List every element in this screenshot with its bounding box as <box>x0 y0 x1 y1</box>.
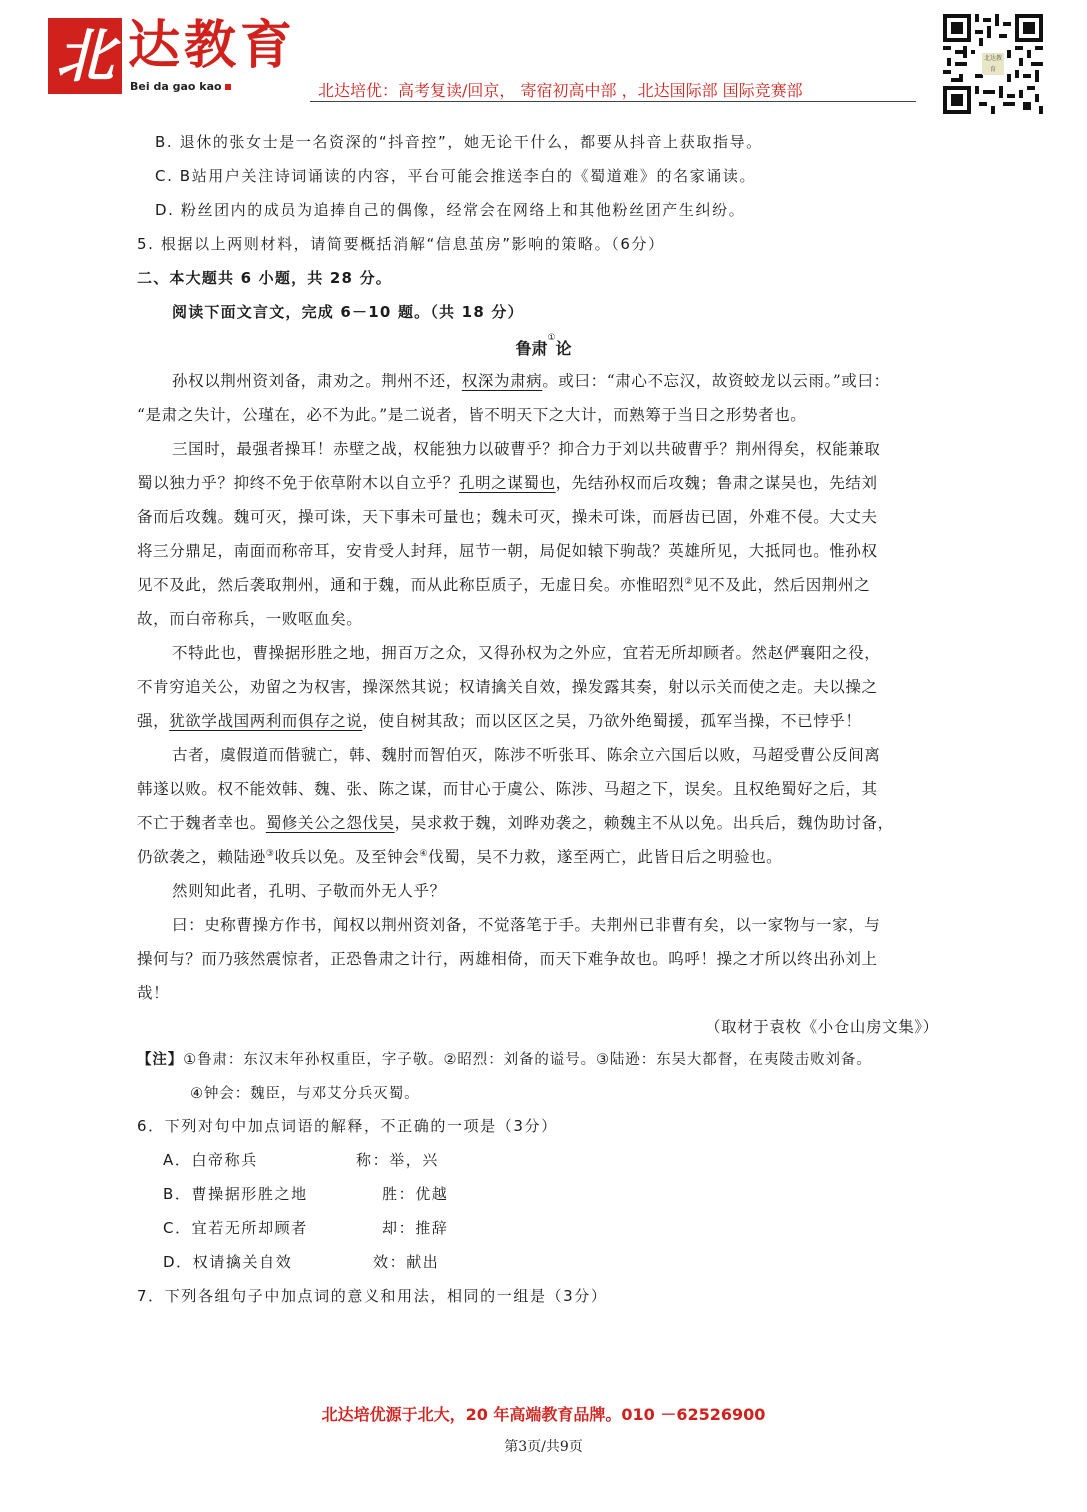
passage-line: 见不及此，然后袭取荆州，通和于魏，而从此称臣质子，无虚日矣。亦惟昭烈②见不及此，然后因荆州之 <box>137 576 871 594</box>
passage-line: 故，而白帝称兵，一败呕血矣。 <box>137 610 363 628</box>
passage-line: 孙权以荆州资刘备，肃劝之。荆州不还，权深为肃病。或曰：“肃心不忘汉，故资蛟龙以云雨。”或曰： <box>172 372 890 390</box>
qr-center-badge: 北达教育 <box>983 55 1002 73</box>
question-5: 5. 根据以上两则材料，请简要概括消解“信息茧房”影响的策略。（6分） <box>137 235 665 253</box>
passage-line: 哉！ <box>137 984 170 1002</box>
underlined-phrase: 蜀修关公之怨伐吴 <box>265 814 395 832</box>
qr-code-icon <box>943 14 1043 114</box>
passage-line: 三国时，最强者操耳！赤壁之战，权能独力以破曹乎？抑合力于刘以共破曹乎？荆州得矣，权能兼取 <box>172 440 881 458</box>
header-slogan: 北达培优：高考复读/回京， 寄宿初高中部 ，北达国际部 国际竞赛部 <box>318 81 803 100</box>
passage-line: 不特此也，曹操据形胜之地，拥百万之众，又得孙权为之外应，宜若无所却顾者。然赵俨襄阳之役， <box>172 644 881 662</box>
passage-line: 不肯穷追关公，劝留之为权害，操深然其说；权请擒关自效，操发露其奏，射以示关而使之走。夫以操之 <box>137 678 878 696</box>
question-7: 7．下列各组句子中加点词的意义和用法，相同的一组是（3分） <box>137 1287 608 1305</box>
passage-line: “是肃之失计，公瑾在，必不为此。”是二说者，皆不明天下之大计，而熟筹于当日之形势者也。 <box>137 406 807 424</box>
logo-mark: 北 <box>48 18 122 94</box>
underlined-phrase: 权深为肃病 <box>461 372 543 390</box>
passage-line: 古者，虞假道而偕虢亡，韩、魏肘而智伯灭，陈涉不听张耳、陈余立六国后以败，马超受曹公反间离 <box>172 746 881 764</box>
footer-slogan: 北达培优源于北大，20 年高端教育品牌。010 －62526900 <box>321 1405 766 1424</box>
underlined-phrase: 犹欲学战国两利而俱存之说 <box>169 712 363 730</box>
passage-line: 将三分鼎足，南面而称帝耳，安肯受人封拜，屈节一朝，局促如辕下驹哉？英雄所见，大抵同也。惟孙权 <box>137 542 878 560</box>
option-b: B. 退休的张女士是一名资深的“抖音控”，她无论干什么，都要从抖音上获取指导。 <box>155 133 763 151</box>
q6-option-d-gloss: 效：献出 <box>373 1253 440 1271</box>
q6-option-a: A．白帝称兵 <box>163 1151 258 1169</box>
passage-title: 鲁肃①论 <box>515 333 572 358</box>
notes: 【注】①鲁肃：东汉末年孙权重臣，字子敬。②昭烈：刘备的谥号。③陆逊：东吴大都督，在夷陵击败刘备。 <box>137 1052 872 1068</box>
passage-line: 然则知此者，孔明、子敬而外无人乎？ <box>172 882 446 900</box>
q6-option-a-gloss: 称：举，兴 <box>356 1151 440 1169</box>
notes-continued: ④钟会：魏臣，与邓艾分兵灭蜀。 <box>190 1086 420 1102</box>
passage-line: 强，犹欲学战国两利而俱存之说，使自树其敌；而以区区之吴，乃欲外绝蜀援，孤军当操，不已悖乎！ <box>137 712 862 730</box>
header-divider <box>310 101 916 102</box>
passage-line: 蜀以独力乎？抑终不免于依草附木以自立乎？孔明之谋蜀也，先结孙权而后攻魏；鲁肃之谋吴也，先结刘 <box>137 474 878 492</box>
underlined-phrase: 孔明之谋蜀也 <box>459 474 556 492</box>
page-number: 第3页/共9页 <box>504 1439 583 1455</box>
passage-line: 不亡于魏者幸也。蜀修关公之怨伐吴，吴求救于魏，刘晔劝袭之，赖魏主不从以免。出兵后，魏伪助讨备， <box>137 814 894 832</box>
question-6: 6．下列对句中加点词语的解释，不正确的一项是（3分） <box>137 1117 558 1135</box>
section-heading: 二、本大题共 6 小题，共 28 分。 <box>137 269 393 287</box>
q6-option-c-gloss: 却：推辞 <box>382 1219 449 1237</box>
passage-line: 备而后攻魏。魏可灭，操可诛，天下事未可量也；魏未可灭，操未可诛，而唇齿已固，外难不侵。大丈夫 <box>137 508 878 526</box>
passage-line: 韩遂以败。权不能效韩、魏、张、陈之谋，而甘心于虞公、陈涉、马超之下，误矣。且权绝蜀好之后，其 <box>137 780 878 798</box>
q6-option-b-gloss: 胜：优越 <box>382 1185 449 1203</box>
passage-line: 操何与？而乃骇然震惊者，正恐鲁肃之计行，两雄相倚，而天下难争故也。呜呼！操之才所以终出孙刘上 <box>137 950 878 968</box>
passage-line: 仍欲袭之，赖陆逊③收兵以免。及至钟会④伐蜀，吴不力救，遂至两亡，此皆日后之明验也。 <box>137 848 783 866</box>
logo-text: 达教育 <box>128 16 297 76</box>
q6-option-b: B．曹操据形胜之地 <box>163 1185 308 1203</box>
q6-option-d: D．权请擒关自效 <box>163 1253 293 1271</box>
option-c: C. B站用户关注诗词诵读的内容，平台可能会推送李白的《蜀道难》的名家诵读。 <box>155 167 757 185</box>
passage-source: （取材于袁枚《小仓山房文集》） <box>705 1018 939 1036</box>
passage-line: 曰：史称曹操方作书，闻权以荆州资刘备，不觉落笔于手。夫荆州已非曹有矣，以一家物与一家，与 <box>172 916 881 934</box>
option-d: D. 粉丝团内的成员为追捧自己的偶像，经常会在网络上和其他粉丝团产生纠纷。 <box>155 201 746 219</box>
logo-pinyin: Bei da gao kao <box>130 80 231 93</box>
q6-option-c: C．宜若无所却顾者 <box>163 1219 308 1237</box>
reading-instruction: 阅读下面文言文，完成 6－10 题。（共 18 分） <box>172 303 524 321</box>
